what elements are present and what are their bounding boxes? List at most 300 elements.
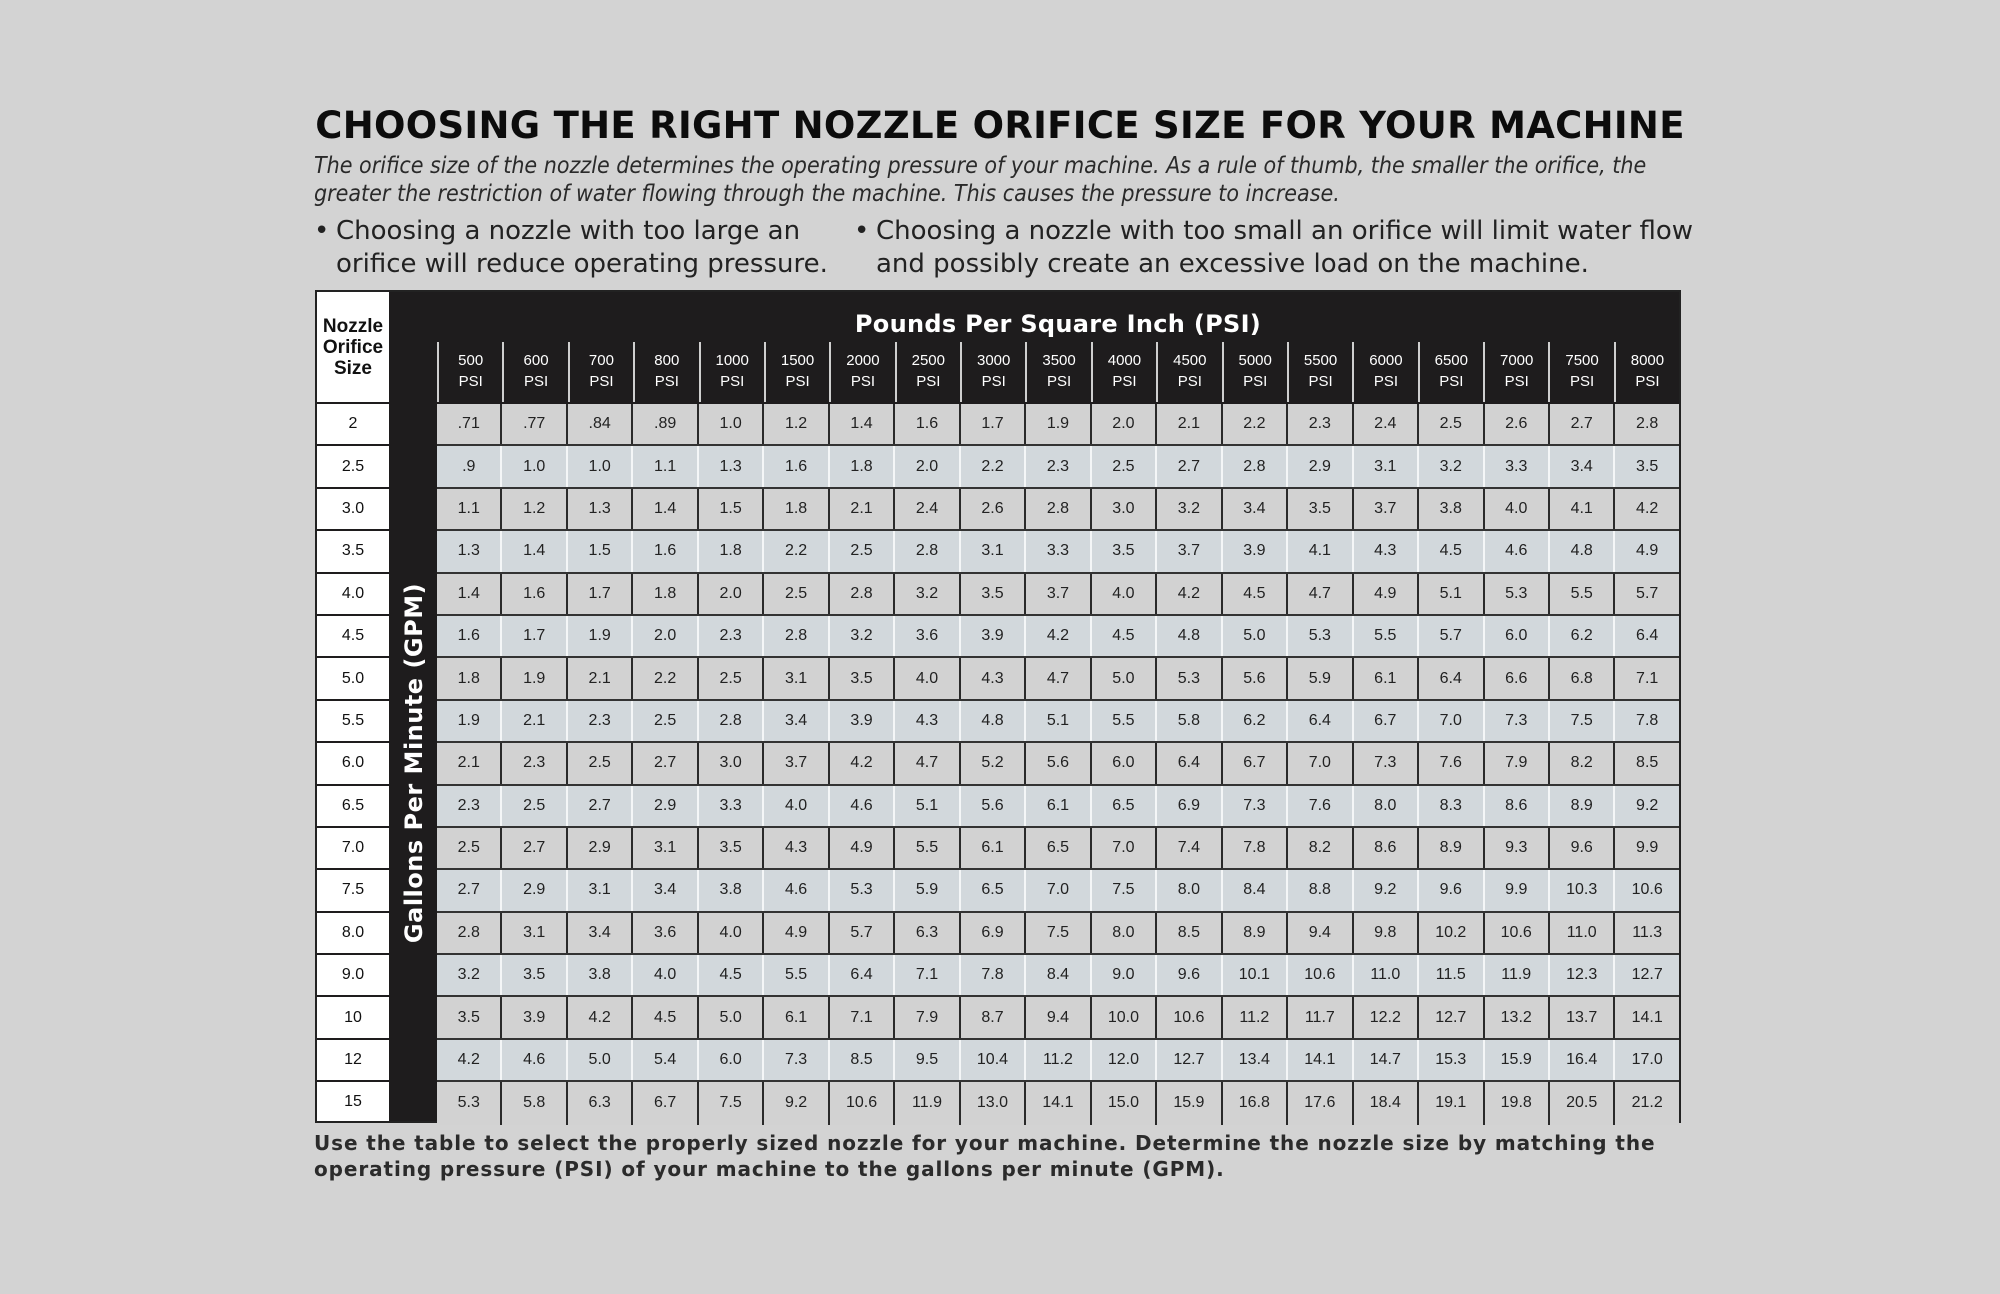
gpm-cell: 3.6	[633, 913, 698, 953]
gpm-cell: 1.0	[699, 404, 764, 444]
psi-unit: PSI	[1439, 373, 1464, 390]
gpm-cell: 4.5	[633, 997, 698, 1037]
gpm-cell: 3.9	[1223, 531, 1288, 571]
gpm-cell: 7.8	[1223, 828, 1288, 868]
gpm-cell: 15.3	[1419, 1040, 1484, 1080]
psi-column-header	[829, 342, 894, 402]
gpm-cell: 10.2	[1419, 913, 1484, 953]
gpm-cell: 1.6	[895, 404, 960, 444]
psi-unit: PSI	[785, 373, 810, 390]
gpm-cell: 9.3	[1485, 828, 1550, 868]
gpm-cell: 6.2	[1550, 616, 1615, 656]
psi-value: 4000	[1107, 352, 1142, 369]
psi-value: 1500	[780, 352, 815, 369]
gpm-cell: 10.6	[1288, 955, 1353, 995]
psi-header-title: Pounds Per Square Inch (PSI)	[854, 310, 1262, 338]
gpm-cell: 9.6	[1419, 870, 1484, 910]
gpm-cell: 3.1	[502, 913, 567, 953]
gpm-cell: 16.4	[1550, 1040, 1615, 1080]
gpm-cell: 6.1	[961, 828, 1026, 868]
nozzle-size-cell: 4.0	[317, 574, 389, 616]
gpm-cell: 3.2	[1157, 489, 1222, 529]
psi-column-header	[1483, 342, 1548, 402]
gpm-cell: 15.9	[1485, 1040, 1550, 1080]
gpm-cell: 8.5	[830, 1040, 895, 1080]
nozzle-size-header: Nozzle Orifice Size	[317, 292, 389, 404]
gpm-cell: 2.9	[502, 870, 567, 910]
gpm-cell: 2.5	[830, 531, 895, 571]
nozzle-size-cell: 9.0	[317, 955, 389, 997]
gpm-cell: 9.2	[1615, 786, 1678, 826]
bullet-list	[314, 215, 1704, 281]
gpm-cell: 5.5	[764, 955, 829, 995]
psi-value: 500	[458, 352, 484, 369]
bullet-icon: •	[314, 216, 330, 246]
gpm-cell: 2.3	[437, 786, 502, 826]
gpm-cell: 3.7	[1354, 489, 1419, 529]
gpm-cell: 1.3	[568, 489, 633, 529]
gpm-cell: 5.8	[1157, 701, 1222, 741]
gpm-cell: 2.5	[1092, 446, 1157, 486]
psi-unit: PSI	[1243, 373, 1268, 390]
psi-unit: PSI	[523, 373, 549, 390]
gpm-cell: .9	[437, 446, 502, 486]
gpm-cell: .84	[568, 404, 633, 444]
gpm-cell: 7.5	[1026, 913, 1091, 953]
psi-value: 8000	[1630, 352, 1665, 369]
gpm-cell: 7.1	[830, 997, 895, 1037]
gpm-cell: 4.3	[764, 828, 829, 868]
gpm-cell: 4.2	[830, 743, 895, 783]
gpm-cell: 4.5	[699, 955, 764, 995]
gpm-cell: 3.9	[830, 701, 895, 741]
gpm-cell: 6.6	[1485, 658, 1550, 698]
bullet-icon: •	[854, 216, 870, 246]
gpm-cell: 6.5	[961, 870, 1026, 910]
gpm-cell: 12.2	[1354, 997, 1419, 1037]
gpm-cell: 9.9	[1615, 828, 1678, 868]
psi-column-header	[764, 342, 829, 402]
gpm-cell: 4.0	[1485, 489, 1550, 529]
gpm-cell: 4.0	[633, 955, 698, 995]
gpm-cell: 2.4	[895, 489, 960, 529]
gpm-cell: 2.5	[699, 658, 764, 698]
gpm-cell: 2.2	[764, 531, 829, 571]
gpm-cell: 3.5	[1288, 489, 1353, 529]
intro-paragraph: The orifice size of the nozzle determines the operating pressure of your machine. As a rule of thumb, the smaller the orifice, the greater the restriction of water flowing through the machine. This causes the pressure to increase.	[314, 153, 1647, 207]
gpm-cell: 11.2	[1223, 997, 1288, 1037]
gpm-cell: 6.7	[633, 1082, 698, 1124]
gpm-cell: 4.9	[764, 913, 829, 953]
table-row	[437, 658, 1679, 700]
gpm-cell: 1.7	[961, 404, 1026, 444]
gpm-cell: 14.1	[1288, 1040, 1353, 1080]
nozzle-size-cell: 7.5	[317, 870, 389, 912]
gpm-cell: .77	[502, 404, 567, 444]
bullet-small-orifice	[854, 215, 1704, 281]
nozzle-size-column	[317, 292, 391, 1121]
gpm-cell: 6.1	[764, 997, 829, 1037]
psi-value: 6500	[1434, 352, 1468, 369]
psi-unit: PSI	[720, 373, 745, 390]
gpm-cell: 9.8	[1354, 913, 1419, 953]
gpm-cell: 6.1	[1354, 658, 1419, 698]
gpm-cell: 6.5	[1026, 828, 1091, 868]
gpm-cell: 2.5	[568, 743, 633, 783]
gpm-cell: 8.3	[1419, 786, 1484, 826]
gpm-cell: .71	[437, 404, 502, 444]
gpm-cell: 3.8	[568, 955, 633, 995]
psi-unit: PSI	[589, 373, 614, 390]
gpm-cell: 15.0	[1092, 1082, 1157, 1124]
table-row	[437, 1082, 1679, 1124]
gpm-cell: 6.9	[1157, 786, 1222, 826]
gpm-cell: 4.0	[895, 658, 960, 698]
gpm-cell: 11.3	[1615, 913, 1678, 953]
nozzle-size-cell: 5.0	[317, 658, 389, 700]
gpm-cell: 5.7	[830, 913, 895, 953]
gpm-cell: 5.3	[437, 1082, 502, 1124]
table-row	[437, 701, 1679, 743]
gpm-cell: 12.7	[1615, 955, 1678, 995]
gpm-cell: 3.4	[633, 870, 698, 910]
gpm-cell: 2.2	[633, 658, 698, 698]
gpm-cell: 2.3	[699, 616, 764, 656]
gpm-cell: 10.4	[961, 1040, 1026, 1080]
gpm-cell: 17.6	[1288, 1082, 1353, 1124]
gpm-cell: 2.4	[1354, 404, 1419, 444]
gpm-cell: 12.0	[1092, 1040, 1157, 1080]
gpm-cell: 7.0	[1288, 743, 1353, 783]
nozzle-size-cell: 3.5	[317, 531, 389, 573]
nozzle-size-cell: 2	[317, 404, 389, 446]
gpm-cell: 2.1	[830, 489, 895, 529]
gpm-cell: 3.7	[1157, 531, 1222, 571]
gpm-cell: 2.9	[568, 828, 633, 868]
gpm-cell: 6.5	[1092, 786, 1157, 826]
gpm-cell: 1.6	[633, 531, 698, 571]
bullet-large-orifice	[314, 215, 854, 281]
gpm-cell: 3.3	[1485, 446, 1550, 486]
gpm-cell: 5.8	[502, 1082, 567, 1124]
gpm-cell: 13.4	[1223, 1040, 1288, 1080]
gpm-cell: 8.2	[1288, 828, 1353, 868]
gpm-cell: 5.0	[1092, 658, 1157, 698]
gpm-cell: 15.9	[1157, 1082, 1222, 1124]
gpm-cell: 3.5	[437, 997, 502, 1037]
gpm-cell: 5.6	[1223, 658, 1288, 698]
gpm-cell: 7.6	[1419, 743, 1484, 783]
gpm-cell: 2.8	[830, 574, 895, 614]
gpm-cell: 1.8	[699, 531, 764, 571]
gpm-cell: 9.6	[1157, 955, 1222, 995]
gpm-cell: 6.8	[1550, 658, 1615, 698]
nozzle-size-cell: 15	[344, 1093, 362, 1111]
gpm-cell: 6.0	[699, 1040, 764, 1080]
gpm-cell: 4.2	[568, 997, 633, 1037]
gpm-cell: 2.7	[633, 743, 698, 783]
psi-unit: PSI	[1177, 373, 1202, 390]
gpm-cell: 13.7	[1550, 997, 1615, 1037]
gpm-cell: 18.4	[1354, 1082, 1419, 1124]
gpm-cell: 3.5	[1092, 531, 1157, 571]
gpm-cell: 6.2	[1223, 701, 1288, 741]
gpm-cell: 6.0	[1485, 616, 1550, 656]
gpm-cell: 2.5	[437, 828, 502, 868]
gpm-cell: 9.2	[764, 1082, 829, 1124]
gpm-cell: 6.4	[1288, 701, 1353, 741]
gpm-cell: 5.5	[1092, 701, 1157, 741]
gpm-cell: 2.8	[1223, 446, 1288, 486]
gpm-cell: 1.6	[502, 574, 567, 614]
gpm-cell: 8.7	[961, 997, 1026, 1037]
gpm-cell: 2.3	[502, 743, 567, 783]
psi-value: 5500	[1303, 352, 1338, 369]
psi-value: 700	[588, 352, 614, 369]
gpm-cell: 1.8	[633, 574, 698, 614]
psi-unit: PSI	[1308, 373, 1333, 390]
gpm-cell: 8.9	[1223, 913, 1288, 953]
table-row	[437, 828, 1679, 870]
gpm-cell: 2.8	[437, 913, 502, 953]
gpm-cell: 7.3	[1485, 701, 1550, 741]
gpm-cell: 3.2	[895, 574, 960, 614]
gpm-cell: 16.8	[1223, 1082, 1288, 1124]
gpm-cell: 1.1	[633, 446, 698, 486]
gpm-cell: 4.6	[830, 786, 895, 826]
gpm-cell: 4.3	[895, 701, 960, 741]
psi-header-row	[437, 342, 1679, 402]
gpm-cell: 8.9	[1419, 828, 1484, 868]
nozzle-size-cell: 12	[317, 1040, 389, 1082]
table-row	[437, 531, 1679, 573]
gpm-cell: 2.9	[1288, 446, 1353, 486]
gpm-cell: 5.7	[1615, 574, 1678, 614]
gpm-cell: 3.5	[1615, 446, 1678, 486]
gpm-cell: 11.2	[1026, 1040, 1091, 1080]
gpm-cell: 7.9	[895, 997, 960, 1037]
gpm-cell: 2.8	[895, 531, 960, 571]
gpm-cell: 17.0	[1615, 1040, 1678, 1080]
table-row	[437, 574, 1679, 616]
gpm-cell: 1.2	[764, 404, 829, 444]
gpm-cell: 8.8	[1288, 870, 1353, 910]
psi-column-header	[437, 342, 502, 402]
gpm-cell: 1.9	[502, 658, 567, 698]
gpm-cell: 4.5	[1419, 531, 1484, 571]
gpm-cell: 7.0	[1092, 828, 1157, 868]
gpm-cell: 14.7	[1354, 1040, 1419, 1080]
gpm-cell: 1.3	[699, 446, 764, 486]
gpm-cell: 3.1	[568, 870, 633, 910]
gpm-cell: 3.3	[699, 786, 764, 826]
psi-value: 6000	[1369, 352, 1403, 369]
gpm-cell: 7.8	[961, 955, 1026, 995]
gpm-cell: 4.0	[699, 913, 764, 953]
psi-column-header	[1156, 342, 1221, 402]
gpm-cell: 3.1	[764, 658, 829, 698]
gpm-cell: 3.5	[830, 658, 895, 698]
gpm-cell: 7.0	[1419, 701, 1484, 741]
gpm-cell: 13.2	[1485, 997, 1550, 1037]
gpm-cell: 2.1	[1157, 404, 1222, 444]
gpm-cell: 20.5	[1550, 1082, 1615, 1124]
gpm-cell: 10.1	[1223, 955, 1288, 995]
gpm-cell: 7.1	[895, 955, 960, 995]
psi-unit: PSI	[1112, 373, 1137, 390]
table-row	[437, 446, 1679, 488]
gpm-cell: 19.1	[1419, 1082, 1484, 1124]
gpm-cell: 4.6	[764, 870, 829, 910]
gpm-cell: 7.8	[1615, 701, 1678, 741]
gpm-cell: 12.3	[1550, 955, 1615, 995]
gpm-cell: 4.2	[437, 1040, 502, 1080]
nozzle-chart-table	[315, 290, 1681, 1123]
gpm-cell: 4.0	[764, 786, 829, 826]
psi-column-headers	[437, 342, 1679, 402]
gpm-cell: 3.4	[764, 701, 829, 741]
bullet-text: Choosing a nozzle with too small an orifice will limit water flow and possibly create an excessive load on the machine.	[876, 216, 1694, 279]
gpm-cell: 8.5	[1157, 913, 1222, 953]
psi-value: 4500	[1173, 352, 1207, 369]
gpm-cell: 5.7	[1419, 616, 1484, 656]
gpm-cell: 4.3	[961, 658, 1026, 698]
gpm-cell: 6.9	[961, 913, 1026, 953]
gpm-cell: 11.7	[1288, 997, 1353, 1037]
gpm-cell: 8.6	[1354, 828, 1419, 868]
gpm-cell: 6.1	[1026, 786, 1091, 826]
gpm-cell: 4.8	[961, 701, 1026, 741]
psi-column-header	[1548, 342, 1613, 402]
nozzle-size-cell: 5.5	[317, 701, 389, 743]
gpm-cell: 1.9	[437, 701, 502, 741]
psi-value: 800	[654, 352, 680, 369]
gpm-cell: 1.0	[502, 446, 567, 486]
gpm-cell: 3.8	[1419, 489, 1484, 529]
gpm-cell: 7.1	[1615, 658, 1678, 698]
gpm-cell: 2.5	[633, 701, 698, 741]
gpm-cell: 8.0	[1354, 786, 1419, 826]
gpm-cell: 4.8	[1157, 616, 1222, 656]
psi-column-header	[1222, 342, 1287, 402]
gpm-cell: 8.4	[1223, 870, 1288, 910]
gpm-cell: 5.1	[1026, 701, 1091, 741]
gpm-cell: 7.5	[1092, 870, 1157, 910]
gpm-cell: 3.9	[961, 616, 1026, 656]
psi-column-header	[895, 342, 960, 402]
psi-unit: PSI	[1504, 373, 1529, 390]
gpm-cell: 7.4	[1157, 828, 1222, 868]
psi-value: 2500	[911, 352, 945, 369]
psi-column-header	[1614, 342, 1679, 402]
gpm-cell: 6.4	[1157, 743, 1222, 783]
gpm-cell: 2.7	[502, 828, 567, 868]
gpm-cell: 2.1	[568, 658, 633, 698]
gpm-cell: 1.5	[568, 531, 633, 571]
gpm-cell: 2.1	[502, 701, 567, 741]
nozzle-size-cell: 6.5	[317, 786, 389, 828]
psi-column-header	[1418, 342, 1483, 402]
gpm-cell: 10.6	[1615, 870, 1678, 910]
psi-value: 5000	[1238, 352, 1272, 369]
gpm-cell: 4.9	[830, 828, 895, 868]
gpm-cell: 6.0	[1092, 743, 1157, 783]
gpm-cell: 3.3	[1026, 531, 1091, 571]
gpm-data-grid	[437, 404, 1679, 1125]
gpm-cell: 5.9	[895, 870, 960, 910]
gpm-cell: 10.0	[1092, 997, 1157, 1037]
gpm-cell: 5.3	[1485, 574, 1550, 614]
gpm-cell: 4.7	[1026, 658, 1091, 698]
psi-value: 7000	[1500, 352, 1534, 369]
psi-value: 3500	[1042, 352, 1076, 369]
nozzle-size-cell: 8.0	[317, 913, 389, 955]
gpm-cell: 9.4	[1026, 997, 1091, 1037]
psi-column-header	[1287, 342, 1352, 402]
table-row	[437, 743, 1679, 785]
gpm-cell: 12.7	[1419, 997, 1484, 1037]
gpm-cell: 11.0	[1550, 913, 1615, 953]
gpm-cell: 4.9	[1615, 531, 1678, 571]
table-row	[437, 489, 1679, 531]
gpm-cell: 8.2	[1550, 743, 1615, 783]
gpm-cell: 4.7	[895, 743, 960, 783]
gpm-label-text: Gallons Per Minute (GPM)	[400, 582, 428, 943]
gpm-cell: 1.0	[568, 446, 633, 486]
psi-value: 2000	[846, 352, 880, 369]
gpm-cell: 5.5	[1550, 574, 1615, 614]
gpm-cell: 4.5	[1092, 616, 1157, 656]
gpm-cell: 5.9	[1288, 658, 1353, 698]
gpm-cell: 2.6	[1485, 404, 1550, 444]
gpm-cell: 3.7	[1026, 574, 1091, 614]
gpm-cell: 1.4	[830, 404, 895, 444]
gpm-cell: 3.0	[699, 743, 764, 783]
gpm-cell: 1.4	[437, 574, 502, 614]
gpm-cell: 2.7	[437, 870, 502, 910]
gpm-cell: 1.4	[502, 531, 567, 571]
gpm-cell: 7.0	[1026, 870, 1091, 910]
gpm-cell: 2.7	[568, 786, 633, 826]
gpm-cell: 5.0	[1223, 616, 1288, 656]
nozzle-size-cell: 10	[317, 997, 389, 1039]
gpm-cell: 2.2	[961, 446, 1026, 486]
gpm-cell: 2.5	[502, 786, 567, 826]
gpm-cell: 11.9	[1485, 955, 1550, 995]
psi-unit: PSI	[654, 373, 679, 390]
gpm-cell: 5.5	[895, 828, 960, 868]
gpm-cell: 2.5	[1419, 404, 1484, 444]
nozzle-size-cell: 3.0	[317, 489, 389, 531]
footer-instructions: Use the table to select the properly sized nozzle for your machine. Determine the nozzle size by matching the operating pressure (PSI) of your machine to the gallons per minute (GPM).	[314, 1131, 1656, 1181]
gpm-cell: 2.3	[568, 701, 633, 741]
gpm-cell: 1.3	[437, 531, 502, 571]
gpm-cell: 1.2	[502, 489, 567, 529]
gpm-cell: 5.6	[961, 786, 1026, 826]
gpm-cell: 4.6	[1485, 531, 1550, 571]
gpm-cell: 3.4	[568, 913, 633, 953]
gpm-cell: 10.6	[830, 1082, 895, 1124]
gpm-cell: 8.0	[1092, 913, 1157, 953]
psi-value: 7500	[1565, 352, 1599, 369]
gpm-cell: 21.2	[1615, 1082, 1678, 1124]
gpm-cell: 11.5	[1419, 955, 1484, 995]
gpm-cell: 4.0	[1092, 574, 1157, 614]
gpm-cell: 8.0	[1157, 870, 1222, 910]
nozzle-size-cell: 4.5	[317, 616, 389, 658]
gpm-cell: 5.1	[895, 786, 960, 826]
psi-unit: PSI	[981, 373, 1006, 390]
